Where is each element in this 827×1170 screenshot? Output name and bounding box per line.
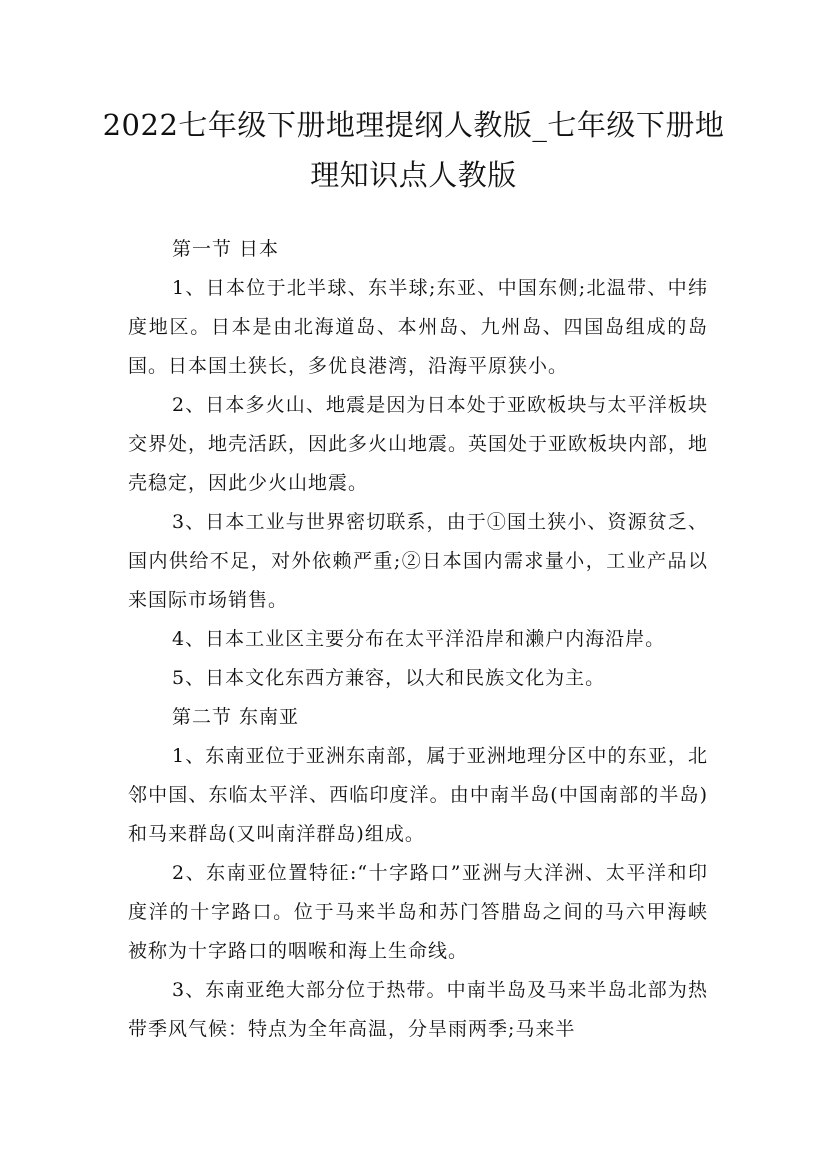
document-title: 2022七年级下册地理提纲人教版_七年级下册地理知识点人教版 — [102, 108, 725, 192]
section-heading-japan: 第一节 日本 — [172, 238, 280, 260]
paragraph: 2、东南亚位置特征:“十字路口”亚洲与大洋洲、太平洋和印度洋的十字路口。位于马来半岛和苏门答腊岛之间的马六甲海峡 被称为十字路口的咽喉和海上生命线。 — [128, 862, 708, 962]
paragraph: 1、日本位于北半球、东半球;东亚、中国东侧;北温带、中纬度地区。日本是由北海道岛、本州岛、九州岛、四国岛组成的岛国。日本国土狭长，多优良港湾，沿海平原狭小。 — [128, 277, 708, 377]
paragraph: 3、东南亚绝大部分位于热带。中南半岛及马来半岛北部为热带季风气候：特点为全年高温，分旱雨两季;马来半 — [128, 979, 708, 1040]
section-heading-southeast-asia: 第二节 东南亚 — [172, 706, 300, 728]
paragraph: 5、日本文化东西方兼容，以大和民族文化为主。 — [172, 667, 606, 689]
paragraph: 2、日本多火山、地震是因为日本处于亚欧板块与太平洋板块交界处，地壳活跃，因此多火山地震。英国处于亚欧板块内部，地壳稳定，因此少火山地震。 — [128, 394, 709, 494]
document-body — [128, 230, 708, 1049]
paragraph: 3、日本工业与世界密切联系，由于①国土狭小、资源贫乏、国内供给不足，对外依赖严重;②日本国内需求量小，工业产品以来国际市场销售。 — [128, 511, 708, 611]
paragraph: 4、日本工业区主要分布在太平洋沿岸和濑户内海沿岸。 — [172, 628, 666, 650]
paragraph: 1、东南亚位于亚洲东南部，属于亚洲地理分区中的东亚，北邻中国、东临太平洋、西临印度洋。由中南半岛(中国南部的半岛)和马来群岛(又叫南洋群岛)组成。 — [128, 745, 708, 845]
